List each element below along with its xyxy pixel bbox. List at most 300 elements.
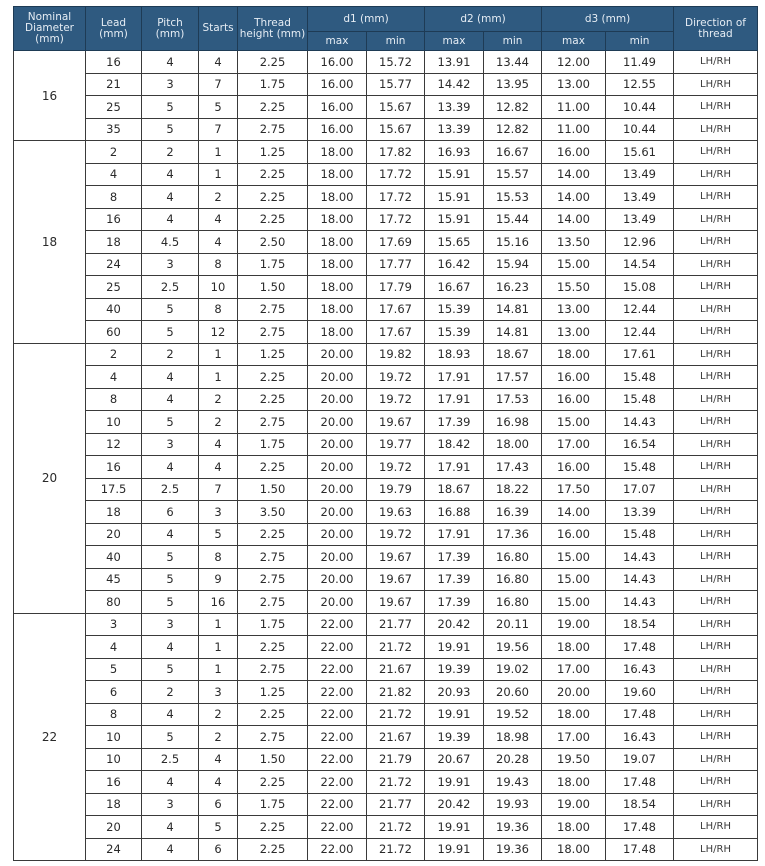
pitch-cell: 2 (142, 141, 199, 164)
lead-cell: 25 (86, 96, 142, 119)
d3-min-cell: 15.61 (606, 141, 674, 164)
thread-height-cell: 1.75 (238, 433, 308, 456)
table-row (14, 501, 758, 524)
direction-cell: LH/RH (674, 523, 758, 546)
pitch-cell: 5 (142, 298, 199, 321)
direction-cell: LH/RH (674, 231, 758, 254)
header-thread-height: Thread height (mm) (238, 7, 308, 51)
pitch-cell: 6 (142, 501, 199, 524)
d2-min-cell: 15.44 (484, 208, 542, 231)
direction-cell: LH/RH (674, 141, 758, 164)
thread-height-cell: 1.75 (238, 793, 308, 816)
direction-cell: LH/RH (674, 321, 758, 344)
table-row (14, 163, 758, 186)
lead-cell: 60 (86, 321, 142, 344)
d3-max-cell: 18.00 (542, 816, 606, 839)
header-pitch: Pitch (mm) (142, 7, 199, 51)
d1-min-cell: 17.79 (367, 276, 425, 299)
d1-max-cell: 22.00 (308, 748, 367, 771)
d3-min-cell: 15.48 (606, 366, 674, 389)
lead-cell: 4 (86, 163, 142, 186)
starts-cell: 1 (199, 636, 238, 659)
thread-height-cell: 2.75 (238, 568, 308, 591)
direction-cell: LH/RH (674, 343, 758, 366)
d3-max-cell: 12.00 (542, 51, 606, 74)
nominal-diameter-cell: 18 (14, 141, 86, 344)
lead-cell: 20 (86, 816, 142, 839)
thread-height-cell: 2.25 (238, 816, 308, 839)
d3-min-cell: 10.44 (606, 118, 674, 141)
lead-cell: 4 (86, 366, 142, 389)
pitch-cell: 2 (142, 681, 199, 704)
thread-spec-table (13, 6, 758, 861)
table-row (14, 73, 758, 96)
starts-cell: 4 (199, 231, 238, 254)
d3-min-cell: 19.07 (606, 748, 674, 771)
d1-max-cell: 22.00 (308, 636, 367, 659)
d1-min-cell: 19.77 (367, 433, 425, 456)
d2-max-cell: 17.91 (425, 456, 484, 479)
thread-height-cell: 2.25 (238, 51, 308, 74)
d2-min-cell: 19.93 (484, 793, 542, 816)
thread-height-cell: 2.75 (238, 591, 308, 614)
lead-cell: 20 (86, 523, 142, 546)
table-row (14, 546, 758, 569)
d3-max-cell: 13.00 (542, 298, 606, 321)
d2-min-cell: 20.11 (484, 613, 542, 636)
starts-cell: 3 (199, 501, 238, 524)
lead-cell: 5 (86, 658, 142, 681)
d2-min-cell: 20.60 (484, 681, 542, 704)
lead-cell: 16 (86, 771, 142, 794)
thread-height-cell: 2.25 (238, 96, 308, 119)
d2-max-cell: 20.93 (425, 681, 484, 704)
d2-min-cell: 18.67 (484, 343, 542, 366)
d1-max-cell: 22.00 (308, 771, 367, 794)
direction-cell: LH/RH (674, 298, 758, 321)
thread-height-cell: 3.50 (238, 501, 308, 524)
d2-min-cell: 18.98 (484, 726, 542, 749)
direction-cell: LH/RH (674, 51, 758, 74)
lead-cell: 24 (86, 253, 142, 276)
thread-spec-table-container (13, 6, 758, 861)
pitch-cell: 5 (142, 411, 199, 434)
lead-cell: 21 (86, 73, 142, 96)
table-row (14, 388, 758, 411)
d2-min-cell: 14.81 (484, 298, 542, 321)
table-row (14, 276, 758, 299)
thread-height-cell: 2.75 (238, 726, 308, 749)
direction-cell: LH/RH (674, 681, 758, 704)
lead-cell: 4 (86, 636, 142, 659)
d2-max-cell: 15.91 (425, 208, 484, 231)
pitch-cell: 5 (142, 96, 199, 119)
starts-cell: 5 (199, 523, 238, 546)
d2-min-cell: 15.94 (484, 253, 542, 276)
lead-cell: 6 (86, 681, 142, 704)
pitch-cell: 4 (142, 771, 199, 794)
d3-max-cell: 14.00 (542, 186, 606, 209)
d2-min-cell: 19.52 (484, 703, 542, 726)
starts-cell: 7 (199, 73, 238, 96)
thread-height-cell: 2.75 (238, 118, 308, 141)
d1-max-cell: 16.00 (308, 118, 367, 141)
table-row (14, 478, 758, 501)
thread-height-cell: 2.25 (238, 703, 308, 726)
header-d2-max: max (425, 32, 484, 51)
d2-min-cell: 18.00 (484, 433, 542, 456)
header-d1-max: max (308, 32, 367, 51)
starts-cell: 2 (199, 411, 238, 434)
d1-min-cell: 17.72 (367, 186, 425, 209)
pitch-cell: 3 (142, 433, 199, 456)
d2-min-cell: 17.57 (484, 366, 542, 389)
pitch-cell: 5 (142, 321, 199, 344)
d1-max-cell: 20.00 (308, 501, 367, 524)
thread-height-cell: 2.25 (238, 186, 308, 209)
direction-cell: LH/RH (674, 186, 758, 209)
d3-max-cell: 17.00 (542, 726, 606, 749)
header-d3: d3 (mm) (542, 7, 674, 32)
d2-max-cell: 17.91 (425, 523, 484, 546)
table-row (14, 838, 758, 861)
d2-min-cell: 19.02 (484, 658, 542, 681)
starts-cell: 9 (199, 568, 238, 591)
d2-min-cell: 16.98 (484, 411, 542, 434)
d3-min-cell: 12.96 (606, 231, 674, 254)
header-d1: d1 (mm) (308, 7, 425, 32)
d3-max-cell: 15.00 (542, 253, 606, 276)
d3-max-cell: 19.00 (542, 613, 606, 636)
d1-min-cell: 21.72 (367, 838, 425, 861)
direction-cell: LH/RH (674, 366, 758, 389)
starts-cell: 1 (199, 366, 238, 389)
thread-height-cell: 1.75 (238, 613, 308, 636)
thread-height-cell: 2.75 (238, 321, 308, 344)
d3-min-cell: 14.43 (606, 411, 674, 434)
starts-cell: 1 (199, 163, 238, 186)
d1-min-cell: 17.67 (367, 298, 425, 321)
direction-cell: LH/RH (674, 816, 758, 839)
d1-min-cell: 19.79 (367, 478, 425, 501)
table-row (14, 321, 758, 344)
d2-min-cell: 16.23 (484, 276, 542, 299)
lead-cell: 10 (86, 748, 142, 771)
thread-height-cell: 2.50 (238, 231, 308, 254)
d2-max-cell: 15.39 (425, 298, 484, 321)
d3-min-cell: 17.48 (606, 636, 674, 659)
d3-min-cell: 16.43 (606, 658, 674, 681)
d2-max-cell: 16.42 (425, 253, 484, 276)
d1-max-cell: 20.00 (308, 366, 367, 389)
d1-min-cell: 19.82 (367, 343, 425, 366)
d3-max-cell: 19.00 (542, 793, 606, 816)
pitch-cell: 4 (142, 703, 199, 726)
pitch-cell: 4 (142, 163, 199, 186)
pitch-cell: 4 (142, 523, 199, 546)
lead-cell: 10 (86, 726, 142, 749)
direction-cell: LH/RH (674, 208, 758, 231)
pitch-cell: 4.5 (142, 231, 199, 254)
d3-max-cell: 18.00 (542, 771, 606, 794)
starts-cell: 7 (199, 118, 238, 141)
direction-cell: LH/RH (674, 703, 758, 726)
d1-min-cell: 21.77 (367, 613, 425, 636)
d3-min-cell: 15.48 (606, 523, 674, 546)
starts-cell: 4 (199, 771, 238, 794)
d3-min-cell: 15.08 (606, 276, 674, 299)
d1-max-cell: 20.00 (308, 433, 367, 456)
thread-height-cell: 2.25 (238, 456, 308, 479)
d3-min-cell: 17.61 (606, 343, 674, 366)
table-row (14, 658, 758, 681)
d1-min-cell: 21.72 (367, 816, 425, 839)
d1-min-cell: 21.82 (367, 681, 425, 704)
lead-cell: 18 (86, 231, 142, 254)
d1-min-cell: 19.72 (367, 456, 425, 479)
d2-min-cell: 18.22 (484, 478, 542, 501)
d2-max-cell: 20.67 (425, 748, 484, 771)
direction-cell: LH/RH (674, 546, 758, 569)
direction-cell: LH/RH (674, 636, 758, 659)
direction-cell: LH/RH (674, 411, 758, 434)
thread-height-cell: 2.75 (238, 298, 308, 321)
d1-max-cell: 20.00 (308, 411, 367, 434)
thread-height-cell: 2.25 (238, 388, 308, 411)
d2-max-cell: 20.42 (425, 793, 484, 816)
d1-min-cell: 21.79 (367, 748, 425, 771)
lead-cell: 45 (86, 568, 142, 591)
d3-max-cell: 15.50 (542, 276, 606, 299)
pitch-cell: 5 (142, 658, 199, 681)
d1-max-cell: 22.00 (308, 726, 367, 749)
d3-max-cell: 16.00 (542, 456, 606, 479)
lead-cell: 40 (86, 298, 142, 321)
lead-cell: 40 (86, 546, 142, 569)
thread-height-cell: 1.50 (238, 276, 308, 299)
pitch-cell: 4 (142, 186, 199, 209)
d1-min-cell: 19.67 (367, 411, 425, 434)
lead-cell: 8 (86, 186, 142, 209)
d2-min-cell: 19.43 (484, 771, 542, 794)
d2-max-cell: 17.39 (425, 591, 484, 614)
starts-cell: 5 (199, 96, 238, 119)
d3-min-cell: 17.48 (606, 816, 674, 839)
starts-cell: 4 (199, 433, 238, 456)
d3-max-cell: 17.00 (542, 658, 606, 681)
d1-min-cell: 19.72 (367, 523, 425, 546)
d2-min-cell: 13.44 (484, 51, 542, 74)
d1-max-cell: 22.00 (308, 816, 367, 839)
direction-cell: LH/RH (674, 748, 758, 771)
pitch-cell: 2.5 (142, 478, 199, 501)
d3-max-cell: 19.50 (542, 748, 606, 771)
d2-max-cell: 13.39 (425, 96, 484, 119)
lead-cell: 16 (86, 51, 142, 74)
d3-max-cell: 16.00 (542, 366, 606, 389)
pitch-cell: 4 (142, 388, 199, 411)
lead-cell: 24 (86, 838, 142, 861)
starts-cell: 2 (199, 726, 238, 749)
d3-max-cell: 15.00 (542, 546, 606, 569)
d3-max-cell: 18.00 (542, 636, 606, 659)
pitch-cell: 3 (142, 73, 199, 96)
lead-cell: 8 (86, 703, 142, 726)
d1-min-cell: 17.82 (367, 141, 425, 164)
pitch-cell: 3 (142, 613, 199, 636)
table-row (14, 433, 758, 456)
d1-min-cell: 17.67 (367, 321, 425, 344)
direction-cell: LH/RH (674, 163, 758, 186)
starts-cell: 6 (199, 793, 238, 816)
lead-cell: 16 (86, 456, 142, 479)
direction-cell: LH/RH (674, 568, 758, 591)
d2-min-cell: 15.53 (484, 186, 542, 209)
direction-cell: LH/RH (674, 96, 758, 119)
table-row (14, 118, 758, 141)
pitch-cell: 4 (142, 816, 199, 839)
header-d1-min: min (367, 32, 425, 51)
direction-cell: LH/RH (674, 793, 758, 816)
d2-max-cell: 17.91 (425, 366, 484, 389)
pitch-cell: 2 (142, 343, 199, 366)
lead-cell: 18 (86, 793, 142, 816)
d2-max-cell: 13.39 (425, 118, 484, 141)
d2-max-cell: 19.91 (425, 816, 484, 839)
d3-min-cell: 12.55 (606, 73, 674, 96)
starts-cell: 16 (199, 591, 238, 614)
pitch-cell: 3 (142, 793, 199, 816)
header-d3-min: min (606, 32, 674, 51)
d1-min-cell: 17.69 (367, 231, 425, 254)
table-header (14, 7, 758, 51)
d1-max-cell: 18.00 (308, 253, 367, 276)
d1-max-cell: 20.00 (308, 478, 367, 501)
d3-max-cell: 20.00 (542, 681, 606, 704)
d1-max-cell: 20.00 (308, 568, 367, 591)
d2-max-cell: 17.39 (425, 568, 484, 591)
thread-height-cell: 1.75 (238, 73, 308, 96)
thread-height-cell: 1.25 (238, 141, 308, 164)
direction-cell: LH/RH (674, 388, 758, 411)
d1-min-cell: 21.77 (367, 793, 425, 816)
direction-cell: LH/RH (674, 253, 758, 276)
nominal-diameter-cell: 16 (14, 51, 86, 141)
d3-min-cell: 12.44 (606, 298, 674, 321)
d1-min-cell: 19.72 (367, 366, 425, 389)
d3-min-cell: 14.43 (606, 568, 674, 591)
starts-cell: 1 (199, 613, 238, 636)
d2-max-cell: 17.39 (425, 411, 484, 434)
d2-max-cell: 14.42 (425, 73, 484, 96)
d2-max-cell: 15.91 (425, 186, 484, 209)
d1-max-cell: 18.00 (308, 321, 367, 344)
lead-cell: 80 (86, 591, 142, 614)
d2-max-cell: 16.88 (425, 501, 484, 524)
pitch-cell: 5 (142, 118, 199, 141)
table-row (14, 186, 758, 209)
d3-min-cell: 10.44 (606, 96, 674, 119)
d2-min-cell: 17.43 (484, 456, 542, 479)
d1-min-cell: 15.77 (367, 73, 425, 96)
d1-max-cell: 20.00 (308, 546, 367, 569)
d2-min-cell: 20.28 (484, 748, 542, 771)
direction-cell: LH/RH (674, 658, 758, 681)
thread-height-cell: 1.50 (238, 748, 308, 771)
d1-max-cell: 18.00 (308, 276, 367, 299)
header-d2: d2 (mm) (425, 7, 542, 32)
d3-max-cell: 11.00 (542, 96, 606, 119)
table-row (14, 636, 758, 659)
d1-max-cell: 18.00 (308, 231, 367, 254)
table-row (14, 51, 758, 74)
pitch-cell: 5 (142, 726, 199, 749)
d3-min-cell: 14.54 (606, 253, 674, 276)
pitch-cell: 4 (142, 51, 199, 74)
d2-max-cell: 19.91 (425, 636, 484, 659)
d2-max-cell: 15.91 (425, 163, 484, 186)
d1-min-cell: 17.72 (367, 163, 425, 186)
d3-max-cell: 16.00 (542, 388, 606, 411)
header-d2-min: min (484, 32, 542, 51)
d3-min-cell: 18.54 (606, 793, 674, 816)
lead-cell: 12 (86, 433, 142, 456)
d1-max-cell: 20.00 (308, 388, 367, 411)
d2-max-cell: 19.39 (425, 726, 484, 749)
table-row (14, 411, 758, 434)
d3-max-cell: 15.00 (542, 411, 606, 434)
d2-min-cell: 16.39 (484, 501, 542, 524)
d3-max-cell: 18.00 (542, 703, 606, 726)
nominal-diameter-cell: 22 (14, 613, 86, 861)
d1-max-cell: 22.00 (308, 793, 367, 816)
pitch-cell: 3 (142, 253, 199, 276)
table-row (14, 613, 758, 636)
table-row (14, 591, 758, 614)
starts-cell: 5 (199, 816, 238, 839)
d3-min-cell: 17.48 (606, 703, 674, 726)
d2-min-cell: 12.82 (484, 118, 542, 141)
direction-cell: LH/RH (674, 276, 758, 299)
d3-min-cell: 11.49 (606, 51, 674, 74)
starts-cell: 1 (199, 141, 238, 164)
d2-min-cell: 19.36 (484, 838, 542, 861)
d2-max-cell: 19.91 (425, 703, 484, 726)
d1-max-cell: 16.00 (308, 73, 367, 96)
table-row (14, 681, 758, 704)
pitch-cell: 4 (142, 208, 199, 231)
d2-max-cell: 17.39 (425, 546, 484, 569)
d2-max-cell: 20.42 (425, 613, 484, 636)
d3-max-cell: 15.00 (542, 591, 606, 614)
table-row (14, 748, 758, 771)
d1-max-cell: 22.00 (308, 703, 367, 726)
d1-max-cell: 22.00 (308, 613, 367, 636)
d3-min-cell: 15.48 (606, 388, 674, 411)
d2-max-cell: 16.93 (425, 141, 484, 164)
starts-cell: 7 (199, 478, 238, 501)
d2-max-cell: 15.39 (425, 321, 484, 344)
d2-max-cell: 17.91 (425, 388, 484, 411)
lead-cell: 16 (86, 208, 142, 231)
d3-min-cell: 19.60 (606, 681, 674, 704)
d3-min-cell: 17.48 (606, 771, 674, 794)
d3-max-cell: 16.00 (542, 523, 606, 546)
d1-max-cell: 18.00 (308, 208, 367, 231)
d3-max-cell: 14.00 (542, 163, 606, 186)
header-d3-max: max (542, 32, 606, 51)
d2-min-cell: 19.56 (484, 636, 542, 659)
